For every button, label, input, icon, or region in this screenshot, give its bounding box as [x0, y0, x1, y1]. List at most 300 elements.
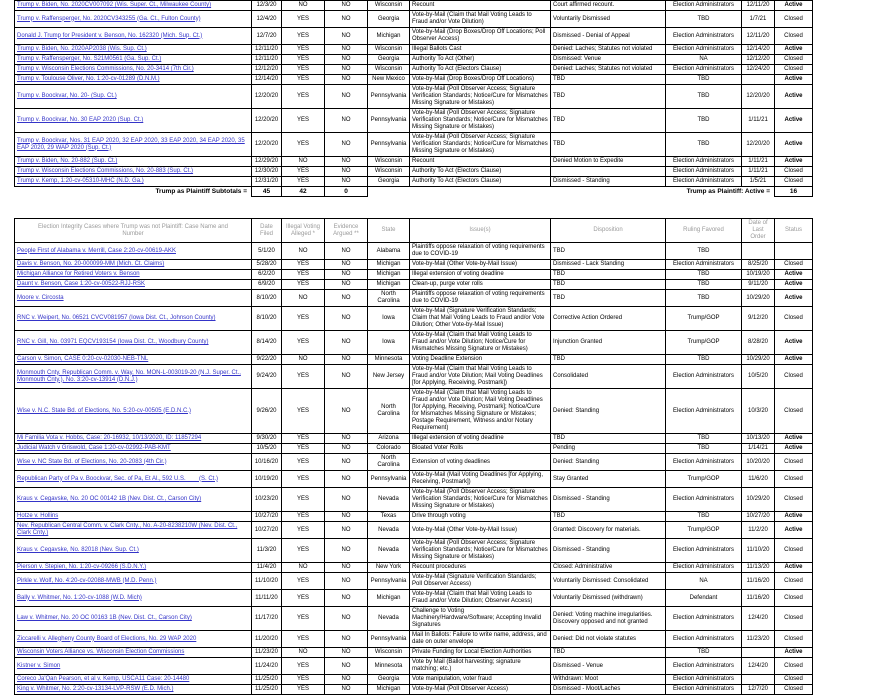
evidence-cell: NO [325, 109, 368, 133]
status-cell: Closed [775, 675, 813, 685]
filed-cell: 11/25/20 [252, 675, 282, 685]
case-link[interactable]: Nev. Republican Central Comm. v. Clark Cnty., No. A-20-8238210W (Nev. Dist. Ct., Clark Cnty.) [17, 523, 238, 536]
evidence-cell: NO [325, 512, 368, 522]
ruling-cell: Election Administrators [666, 45, 742, 55]
issue-cell: Clean-up, purge voter rolls [410, 280, 551, 290]
table-row [15, 522, 813, 539]
evidence-cell: NO [325, 45, 368, 55]
last-order-cell: 10/29/20 [742, 355, 775, 365]
issue-cell: Vote-by-Mail (Signature Verification Standards; Claim that Mail Voting Leads to Fraud and/or Vote Dilution; Other Vote-by-Mail Issue) [410, 307, 551, 331]
evidence-cell: NO [325, 280, 368, 290]
case-link[interactable]: RNC v. Gill, No. 03971 EQCV193154 (Iowa Dist. Ct., Woodbury County) [17, 339, 209, 345]
table-row [15, 444, 813, 454]
status-cell: Closed [775, 177, 813, 187]
illegal-cell: YES [282, 11, 325, 28]
case-link[interactable]: Coreco Ja'Qan Pearson, et al v. Kemp, USCA11 Case: 20-14480 [17, 676, 190, 682]
case-link[interactable]: Ziccarelli v. Allegheny County Board of Elections, No. 29 WAP 2020 [17, 635, 197, 642]
filed-cell: 6/9/20 [252, 280, 282, 290]
illegal-cell: YES [282, 488, 325, 512]
state-cell: Georgia [368, 11, 410, 28]
table-row [15, 488, 813, 512]
table-row [15, 389, 813, 434]
trump-subtotal-row [15, 187, 813, 197]
ruling-cell: Election Administrators [666, 539, 742, 563]
ruling-cell: NA [666, 573, 742, 590]
status-cell: Closed [775, 365, 813, 389]
case-link[interactable]: Trump v. Boockvar, No. 20- (Sup. Ct.) [17, 93, 117, 99]
case-link[interactable]: King v. Whitmer, No. 2:20-cv-13134-LVP-RSW (E.D. Mich.) [17, 686, 174, 692]
last-order-cell: 12/4/20 [742, 607, 775, 631]
illegal-cell: NO [282, 1, 325, 11]
last-order-cell: 1/5/21 [742, 177, 775, 187]
evidence-cell: NO [325, 133, 368, 157]
status-cell: Closed [775, 607, 813, 631]
status-cell: Closed [775, 454, 813, 471]
illegal-cell: NO [282, 648, 325, 658]
issue-cell: Illegal extension of voting deadline [410, 270, 551, 280]
filed-cell: 12/20/20 [252, 133, 282, 157]
disposition-cell: Dismissed - Standing [551, 177, 666, 187]
state-cell: Michigan [368, 685, 410, 695]
state-cell: Michigan [368, 260, 410, 270]
filed-cell: 8/10/20 [252, 290, 282, 307]
state-cell: Minnesota [368, 355, 410, 365]
illegal-cell: YES [282, 133, 325, 157]
case-link[interactable]: Trump v. Wisconsin Elections Commissions, No. 20-3414 (7th Cir.) [17, 66, 194, 72]
state-cell: Texas [368, 512, 410, 522]
case-link[interactable]: Trump v. Biden, No. 2020CV007092 (Wis. Super. Ct., Milwaukee County) [17, 2, 212, 8]
disposition-cell: Corrective Action Ordered [551, 307, 666, 331]
ruling-cell: Election Administrators [666, 28, 742, 45]
case-link[interactable]: Trump v. Kemp, 1:20-cv-05310-MHC (N.D. Ga.) [17, 178, 144, 184]
disposition-cell: TBD [551, 355, 666, 365]
disposition-cell: Court affirmed recount. [551, 1, 666, 11]
ruling-cell: Trump/GOP [666, 331, 742, 355]
last-order-cell: 1/7/21 [742, 11, 775, 28]
status-cell: Closed [775, 658, 813, 675]
last-order-cell: 11/2/20 [742, 522, 775, 539]
last-order-cell: 11/16/20 [742, 590, 775, 607]
case-link[interactable]: Trump v. Boockvar, Nos. 31 EAP 2020, 32 EAP 2020, 33 EAP 2020, 34 EAP 2020, 35 EAP 2020, 29 WAP 2020 (Sup. Ct.) [17, 137, 245, 151]
case-link[interactable]: Monmouth Cnty. Republican Comm. v. Way, No. MON-L-003019-20 (N.J. Super. Ct., Monmouth Cnty.), No. 3:20-cv-13914 (D.N.J.) [17, 369, 241, 383]
evidence-cell: NO [325, 307, 368, 331]
subtotal-label: Trump as Plaintiff Subtotals = [155, 188, 247, 196]
disposition-cell: Dismissed - Moot/Laches [551, 685, 666, 695]
illegal-cell: YES [282, 539, 325, 563]
state-cell: Alabama [368, 243, 410, 260]
issue-cell: Private Funding for Local Election Authorities [410, 648, 551, 658]
issue-cell: Voting Deadline Extension [410, 355, 551, 365]
ruling-cell: Election Administrators [666, 488, 742, 512]
last-order-cell: 12/7/20 [742, 685, 775, 695]
last-order-cell: 10/29/20 [742, 488, 775, 512]
status-cell: Closed [775, 573, 813, 590]
case-cell [15, 260, 252, 270]
state-cell: Michigan [368, 590, 410, 607]
last-order-cell: 12/20/20 [742, 133, 775, 157]
table-row [15, 260, 813, 270]
evidence-cell: NO [325, 522, 368, 539]
case-link[interactable]: Republican Party of Pa v. Boockvar, Sec. of Pa, Et Al., 592 U.S. ___ (S. Ct.) [17, 475, 218, 482]
disposition-cell: Dismissed: Venue [551, 55, 666, 65]
case-cell [15, 28, 252, 45]
header-illegal-voting-alleged: Illegal Voting Alleged * [282, 219, 325, 243]
state-cell: Pennsylvania [368, 85, 410, 109]
illegal-cell: YES [282, 444, 325, 454]
disposition-cell: TBD [551, 270, 666, 280]
disposition-cell: Dismissed - Standing [551, 488, 666, 512]
last-order-cell: 10/3/20 [742, 389, 775, 434]
state-cell: Iowa [368, 307, 410, 331]
state-cell: Michigan [368, 28, 410, 45]
issue-cell: Extension of voting deadlines [410, 454, 551, 471]
state-cell: Georgia [368, 55, 410, 65]
status-cell: Active [775, 444, 813, 454]
illegal-cell: YES [282, 590, 325, 607]
status-cell: Active [775, 157, 813, 167]
filed-cell: 11/3/20 [252, 539, 282, 563]
case-link[interactable]: Kraus v. Cegavske, No. 82018 (Nev. Sup. Ct.) [17, 547, 139, 553]
case-link[interactable]: Law v. Whitmer, No. 20 OC 00163 1B (Nev. Dist. Ct., Carson City) [17, 615, 192, 621]
subtotal-evidence-count: 0 [325, 187, 368, 197]
disposition-cell: Voluntarily Dismissed [551, 11, 666, 28]
case-link[interactable]: RNC v. Weipert, No. 06521 CVCV081957 (Iowa Dist. Ct., Johnson County) [17, 315, 216, 321]
table-row [15, 270, 813, 280]
illegal-cell: NO [282, 563, 325, 573]
illegal-cell: YES [282, 522, 325, 539]
case-link[interactable]: Carson v. Simon, CASE 0:20-cv-02030-NEB-TNL [17, 356, 149, 362]
ruling-cell: Election Administrators [666, 389, 742, 434]
illegal-cell: YES [282, 658, 325, 675]
case-link[interactable]: Judicial Watch v Griswold, Case 1:20-cv-02992-PAB-KMT [17, 445, 171, 451]
case-cell [15, 454, 252, 471]
table-row [15, 85, 813, 109]
state-cell: Wisconsin [368, 45, 410, 55]
case-link[interactable]: Bally v. Whitmer, No. 1:20-cv-1088 (W.D. Mich) [17, 594, 142, 601]
disposition-cell: Denied: Standing [551, 389, 666, 434]
table-row [15, 55, 813, 65]
case-link[interactable]: Trump v. Wisconsin Elections Commissions, No. 20-883 (Sup. Ct.) [17, 168, 194, 174]
illegal-cell: YES [282, 434, 325, 444]
last-order-cell [742, 75, 775, 85]
case-cell [15, 607, 252, 631]
ruling-cell: TBD [666, 648, 742, 658]
case-link[interactable]: Mi Familia Vota v. Hobbs, Case: 20-16932, 10/13/2020, ID: 11857294 [17, 435, 202, 441]
filed-cell: 12/12/20 [252, 65, 282, 75]
filed-cell: 5/1/20 [252, 243, 282, 260]
filed-cell: 9/30/20 [252, 434, 282, 444]
filed-cell: 11/17/20 [252, 607, 282, 631]
evidence-cell: NO [325, 389, 368, 434]
issue-cell: Authority To Act (Electors Clause) [410, 65, 551, 75]
last-order-cell: 1/11/21 [742, 157, 775, 167]
case-cell [15, 11, 252, 28]
filed-cell: 12/31/20 [252, 177, 282, 187]
filed-cell: 5/28/20 [252, 260, 282, 270]
last-order-cell: 11/10/20 [742, 539, 775, 563]
table-row [15, 434, 813, 444]
filed-cell: 9/22/20 [252, 355, 282, 365]
case-link[interactable]: Trump v. Boockvar, No. 30 EAP 2020 (Sup. Ct.) [17, 117, 144, 123]
case-cell [15, 177, 252, 187]
state-cell: Michigan [368, 270, 410, 280]
case-cell [15, 590, 252, 607]
evidence-cell: NO [325, 434, 368, 444]
status-cell: Active [775, 270, 813, 280]
issue-cell: Bloated Voter Rolls [410, 444, 551, 454]
issue-cell: Vote-by-Mail (Claim that Mail Voting Leads to Fraud and/or Vote Dilution; Notice/Cure for Mismatches Missing Signature or Mistakes) [410, 331, 551, 355]
state-cell: Georgia [368, 675, 410, 685]
case-cell [15, 512, 252, 522]
status-cell: Active [775, 355, 813, 365]
non-trump-cases-table [14, 218, 813, 695]
status-cell: Closed [775, 389, 813, 434]
disposition-cell: Denied: Did not violate statutes [551, 631, 666, 648]
status-cell: Closed [775, 471, 813, 488]
last-order-cell: 1/14/21 [742, 444, 775, 454]
case-cell [15, 522, 252, 539]
filed-cell: 10/16/20 [252, 454, 282, 471]
header-ruling-favored: Ruling Favored [666, 219, 742, 243]
issue-cell: Vote-by-Mail (Mail Voting Deadlines [for Applying, Receiving, Postmark]) [410, 471, 551, 488]
last-order-cell: 12/11/20 [742, 1, 775, 11]
case-link[interactable]: Michigan Alliance for Retired Voters v. Benson [17, 271, 140, 277]
issue-cell: Vote-by-Mail (Poll Observer Access; Signature Verification Standards; Notice/Cure for Mismatches Missing Signature or Mistakes) [410, 488, 551, 512]
status-cell: Closed [775, 55, 813, 65]
filed-cell: 11/4/20 [252, 563, 282, 573]
header-issues: Issue(s) [410, 219, 551, 243]
last-order-cell: 12/11/20 [742, 28, 775, 45]
filed-cell: 9/26/20 [252, 389, 282, 434]
status-cell: Active [775, 331, 813, 355]
ruling-cell: TBD [666, 109, 742, 133]
case-link[interactable]: Davis v. Benson, No. 20-000099-MM (Mich. Ct. Claims) [17, 261, 165, 267]
status-cell: Closed [775, 65, 813, 75]
disposition-cell: Denied: Voting machine irregularities. Discovery opposed and not granted [551, 607, 666, 631]
illegal-cell: YES [282, 512, 325, 522]
disposition-cell: Dismissed - Lack Standing [551, 260, 666, 270]
case-link[interactable]: Pirkle v. Wolf, No. 4:20-cv-02088-MWB (M.D. Penn.) [17, 577, 157, 584]
ruling-cell: Election Administrators [666, 685, 742, 695]
disposition-cell: Denied: Standing [551, 454, 666, 471]
disposition-cell: Denied: Laches; Statutes not violated [551, 65, 666, 75]
disposition-cell: TBD [551, 85, 666, 109]
case-link[interactable]: Kistner v. Simon [17, 662, 61, 669]
case-link[interactable]: People First of Alabama v. Merrill, Case 2:20-cv-00619-AKK [17, 247, 176, 254]
issue-cell: Vote-by-Mail (Poll Observer Access; Signature Verification Standards; Notice/Cure for Mismatches Missing Signature or Mistakes) [410, 85, 551, 109]
case-link[interactable]: Hotze v. Hollins [17, 513, 59, 519]
table-row [15, 512, 813, 522]
filed-cell: 11/11/20 [252, 590, 282, 607]
illegal-cell: YES [282, 177, 325, 187]
case-link[interactable]: Daunt v. Benson, Case 1:20-cv-00522-RJJ-RSK [17, 281, 145, 287]
last-order-cell: 10/13/20 [742, 434, 775, 444]
table-row [15, 1, 813, 11]
evidence-cell: NO [325, 270, 368, 280]
state-cell: Nevada [368, 522, 410, 539]
issue-cell: Vote-by-Mail (Poll Observer Access; Signature Verification Standards; Notice/Cure for Mismatches Missing Signature or Mistakes) [410, 109, 551, 133]
illegal-cell: NO [282, 157, 325, 167]
table-row [15, 471, 813, 488]
evidence-cell: NO [325, 1, 368, 11]
state-cell: Wisconsin [368, 1, 410, 11]
last-order-cell: 11/16/20 [742, 573, 775, 590]
case-link[interactable]: Wisconsin Voters Alliance vs. Wisconsin Election Commissions [17, 649, 185, 655]
last-order-cell: 10/27/20 [742, 512, 775, 522]
header-evidence-argued: Evidence Argued ** [325, 219, 368, 243]
status-cell: Closed [775, 631, 813, 648]
last-order-cell [742, 648, 775, 658]
case-cell [15, 444, 252, 454]
issue-cell: Vote-by-Mail (Drop Boxes/Drop Off Locations) [410, 75, 551, 85]
ruling-cell: TBD [666, 512, 742, 522]
filed-cell: 8/10/20 [252, 307, 282, 331]
evidence-cell: NO [325, 85, 368, 109]
last-order-cell: 10/19/20 [742, 270, 775, 280]
issue-cell: Vote-by-Mail (Claim that Mail Voting Leads to Fraud and/or Vote Dilution; Mail Voting Deadlines [for Applying, Receiving, Postmark]) [410, 365, 551, 389]
case-link[interactable]: Donald J. Trump for President v. Benson, No. 162320 (Mich. Sup. Ct.) [17, 32, 203, 39]
status-cell: Closed [775, 685, 813, 695]
illegal-cell: YES [282, 167, 325, 177]
case-cell [15, 109, 252, 133]
illegal-cell: YES [282, 260, 325, 270]
evidence-cell: NO [325, 177, 368, 187]
case-link[interactable]: Trump v. Raffensperger, No. S21M0561 (Ga. Sup. Ct.) [17, 56, 162, 62]
case-cell [15, 157, 252, 167]
issue-cell: Plaintiffs oppose relaxation of voting requirements due to COVID-19 [410, 243, 551, 260]
table-row [15, 563, 813, 573]
case-cell [15, 167, 252, 177]
table-row [15, 355, 813, 365]
evidence-cell: NO [325, 444, 368, 454]
issue-cell: Vote-by-Mail (Other Vote-by-Mail Issue) [410, 522, 551, 539]
case-cell [15, 331, 252, 355]
ruling-cell: Election Administrators [666, 454, 742, 471]
case-cell [15, 365, 252, 389]
filed-cell: 12/7/20 [252, 28, 282, 45]
issue-cell: Vote-by-Mail (Claim that Mail Voting Leads to Fraud and/or Vote Dilution) [410, 11, 551, 28]
filed-cell: 12/3/20 [252, 1, 282, 11]
case-link[interactable]: Wise v. NC State Bd. of Elections, No. 20-2083 (4th Cir.) [17, 458, 167, 465]
state-cell: North Carolina [368, 290, 410, 307]
disposition-cell: Pending [551, 444, 666, 454]
state-cell: Minnesota [368, 658, 410, 675]
case-cell [15, 75, 252, 85]
state-cell: Georgia [368, 177, 410, 187]
case-cell [15, 658, 252, 675]
table-row [15, 11, 813, 28]
filed-cell: 10/23/20 [252, 488, 282, 512]
case-link[interactable]: Trump v. Biden, No. 2020AP2038 (Wis. Sup. Ct.) [17, 46, 147, 52]
ruling-cell: TBD [666, 243, 742, 260]
table-row [15, 290, 813, 307]
last-order-cell: 8/25/20 [742, 260, 775, 270]
case-cell [15, 243, 252, 260]
table-row [15, 658, 813, 675]
table-row [15, 365, 813, 389]
issue-cell: Recount procedures [410, 563, 551, 573]
active-subtotal-label: Trump as Plaintiff: Active = [686, 188, 770, 196]
status-cell: Closed [775, 28, 813, 45]
case-cell [15, 434, 252, 444]
status-cell: Active [775, 290, 813, 307]
ruling-cell: Election Administrators [666, 157, 742, 167]
disposition-cell: Granted: Discovery for materials. [551, 522, 666, 539]
disposition-cell: TBD [551, 434, 666, 444]
filed-cell: 11/24/20 [252, 658, 282, 675]
filed-cell: 11/10/20 [252, 573, 282, 590]
disposition-cell: TBD [551, 280, 666, 290]
case-link[interactable]: Kraus v. Cegavske, No. 20 OC 00142 1B (Nev. Dist. Ct., Carson City) [17, 496, 202, 502]
issue-cell: Vote-by-Mail (Claim that Mail Voting Leads to Fraud and/or Vote Dilution; Mail Voting Deadlines [for Applying, Receiving, Postmark]; Notice/Cure for Mismatches Missing Signature or Mistakes; Postage Requirement, Witness and/or Notary Requirement) [410, 389, 551, 434]
header-status: Status [775, 219, 813, 243]
status-cell: Closed [775, 590, 813, 607]
last-order-cell: 12/12/20 [742, 55, 775, 65]
illegal-cell: YES [282, 45, 325, 55]
ruling-cell: Election Administrators [666, 658, 742, 675]
filed-cell: 10/5/20 [252, 444, 282, 454]
ruling-cell: TBD [666, 434, 742, 444]
status-cell: Active [775, 75, 813, 85]
ruling-cell: Trump/GOP [666, 471, 742, 488]
evidence-cell: NO [325, 563, 368, 573]
case-link[interactable]: Pierson v. Stepien, No. 1:20-cv-09266 (S.D.N.Y.) [17, 564, 147, 570]
case-link[interactable]: Wise v. N.C. State Bd. of Elections, No. 5:20-cv-00505 (E.D.N.C.) [17, 407, 191, 414]
state-cell: Wisconsin [368, 65, 410, 75]
status-cell: Active [775, 512, 813, 522]
status-cell: Closed [775, 260, 813, 270]
illegal-cell: YES [282, 270, 325, 280]
last-order-cell: 1/11/21 [742, 109, 775, 133]
disposition-cell: TBD [551, 75, 666, 85]
ruling-cell: TBD [666, 75, 742, 85]
evidence-cell: NO [325, 167, 368, 177]
status-cell: Active [775, 133, 813, 157]
ruling-cell: TBD [666, 85, 742, 109]
status-cell: Closed [775, 11, 813, 28]
disposition-cell: TBD [551, 243, 666, 260]
status-cell: Active [775, 434, 813, 444]
illegal-cell: YES [282, 607, 325, 631]
ruling-cell: Election Administrators [666, 1, 742, 11]
case-link[interactable]: Trump v. Toulouse Oliver, No. 1:20-cv-01289 (D.N.M.) [17, 76, 160, 82]
ruling-cell: Trump/GOP [666, 522, 742, 539]
ruling-cell: NA [666, 55, 742, 65]
table-row [15, 539, 813, 563]
illegal-cell: YES [282, 307, 325, 331]
table-row [15, 573, 813, 590]
issue-cell: Authority To Act (Electors Clause) [410, 167, 551, 177]
case-link[interactable]: Trump v. Raffensperger, No. 2020CV343255 (Ga. Ct., Fulton County) [17, 15, 201, 22]
status-cell: Closed [775, 307, 813, 331]
table-row [15, 280, 813, 290]
evidence-cell: NO [325, 55, 368, 65]
disposition-cell: Dismissed - Standing [551, 539, 666, 563]
disposition-cell: TBD [551, 648, 666, 658]
case-link[interactable]: Trump v. Biden, No. 20-882 (Sup. Ct.) [17, 158, 118, 164]
header-state: State [368, 219, 410, 243]
issue-cell: Recount [410, 1, 551, 11]
ruling-cell: TBD [666, 280, 742, 290]
filed-cell: 10/19/20 [252, 471, 282, 488]
issue-cell: Illegal Ballots Cast [410, 45, 551, 55]
issue-cell: Authority To Act (Electors Clause) [410, 177, 551, 187]
case-link[interactable]: Moore v. Circosta [17, 294, 64, 301]
state-cell: Pennsylvania [368, 109, 410, 133]
illegal-cell: YES [282, 280, 325, 290]
evidence-cell: NO [325, 157, 368, 167]
issue-cell: Vote-by-Mail (Poll Observer Access; Signature Verification Standards; Notice/Cure for Mismatches Missing Signature or Mistakes) [410, 133, 551, 157]
